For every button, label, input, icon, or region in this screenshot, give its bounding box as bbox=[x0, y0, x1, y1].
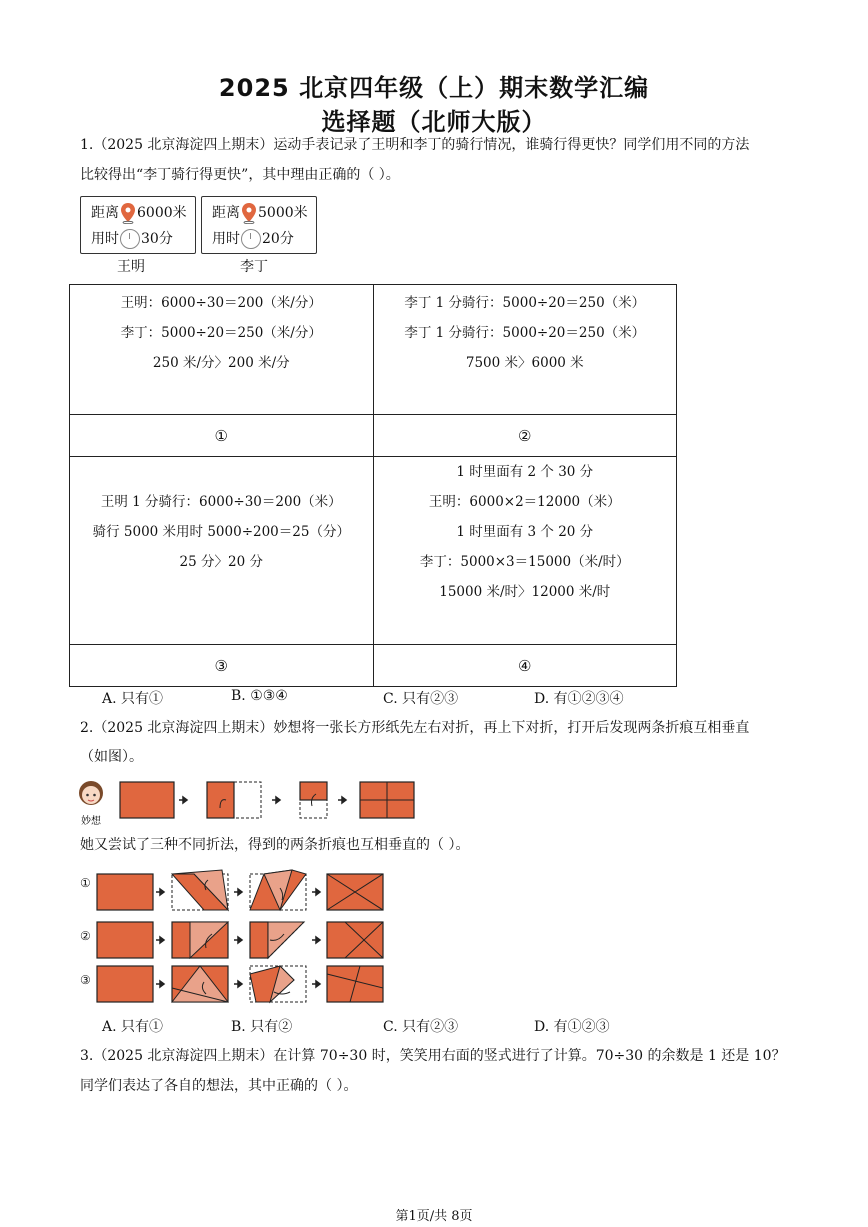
question-2-line-2: （如图）。 bbox=[80, 749, 143, 765]
arrow-icon bbox=[179, 797, 187, 803]
cell-line: 7500 米〉6000 米 bbox=[465, 355, 584, 371]
paper-full bbox=[120, 782, 174, 818]
question-2-options bbox=[0, 1016, 868, 1036]
cell-label-1: ① bbox=[70, 415, 374, 457]
cell-label-2: ② bbox=[373, 415, 676, 457]
page-title: 2025 北京四年级（上）期末数学汇编 bbox=[218, 74, 650, 102]
card-caption-wangming: 王明 bbox=[117, 259, 145, 275]
cell-line: 李丁 1 分骑行：5000÷20＝250（米） bbox=[404, 295, 646, 311]
option-b[interactable]: B. 只有② bbox=[231, 1019, 293, 1035]
watch-card-liding bbox=[201, 196, 317, 254]
paper-quarter bbox=[300, 782, 327, 800]
cell-line: 15000 米/时〉12000 米/时 bbox=[439, 584, 611, 600]
time-label: 用时 bbox=[212, 231, 240, 247]
question-2-line-3: 她又尝试了三种不同折法，得到的两条折痕也互相垂直的（ ）。 bbox=[80, 837, 470, 853]
fold-row-2 bbox=[97, 922, 383, 958]
avatar-miaoxiang bbox=[79, 781, 103, 805]
cell-line: 李丁 1 分骑行：5000÷20＝250（米） bbox=[404, 325, 646, 341]
cell-line: 骑行 5000 米用时 5000÷200＝25（分） bbox=[92, 524, 350, 540]
location-pin-icon bbox=[119, 202, 137, 224]
cell-line: 250 米/分〉200 米/分 bbox=[152, 355, 290, 371]
arrow-icon bbox=[338, 797, 346, 803]
option-a[interactable]: A. 只有① bbox=[102, 691, 164, 707]
arrow-icon bbox=[272, 797, 280, 803]
avatar-label: 妙想 bbox=[81, 816, 101, 827]
cell-line: 王明：6000×2＝12000（米） bbox=[428, 494, 621, 510]
reasoning-cell-3 bbox=[70, 457, 374, 645]
page-footer: 第1页/共 8页 bbox=[395, 1209, 473, 1224]
option-b[interactable]: B. ①③④ bbox=[231, 688, 288, 704]
cell-line: 1 时里面有 2 个 30 分 bbox=[456, 464, 594, 480]
cell-line: 25 分〉20 分 bbox=[179, 554, 263, 570]
fold-methods-diagram bbox=[94, 868, 394, 1006]
option-c[interactable]: C. 只有②③ bbox=[383, 691, 459, 707]
option-d[interactable]: D. 有①②③④ bbox=[534, 691, 624, 707]
question-3-line-1: 3.（2025 北京海淀四上期末）在计算 70÷30 时，笑笑用右面的竖式进行了计算。70÷30 的余数是 1 还是 10？ bbox=[80, 1048, 786, 1064]
cell-line: 李丁：5000÷20＝250（米/分） bbox=[120, 325, 322, 341]
time-value: 20分 bbox=[262, 231, 294, 247]
clock-icon bbox=[120, 229, 140, 249]
row-label-2: ② bbox=[80, 929, 91, 943]
option-c[interactable]: C. 只有②③ bbox=[383, 1019, 459, 1035]
reasoning-table bbox=[69, 284, 677, 687]
paper-half-outline bbox=[234, 782, 261, 818]
paper-quarter-outline bbox=[300, 800, 327, 818]
watch-card-wangming bbox=[80, 196, 196, 254]
question-1-options bbox=[0, 688, 868, 708]
question-3-line-2: 同学们表达了各自的想法，其中正确的（ ）。 bbox=[80, 1078, 358, 1094]
reasoning-cell-1 bbox=[70, 285, 374, 415]
time-value: 30分 bbox=[141, 231, 173, 247]
clock-icon bbox=[241, 229, 261, 249]
cell-line: 王明：6000÷30＝200（米/分） bbox=[120, 295, 322, 311]
question-1-line-2: 比较得出“李丁骑行得更快”，其中理由正确的（ ）。 bbox=[80, 167, 400, 183]
reasoning-cell-2 bbox=[373, 285, 676, 415]
miaoxiang-folding-diagram bbox=[74, 776, 424, 826]
card-caption-liding: 李丁 bbox=[240, 259, 268, 275]
reasoning-cell-4 bbox=[373, 457, 676, 645]
question-1-line-1: 1.（2025 北京海淀四上期末）运动手表记录了王明和李丁的骑行情况，谁骑行得更快？同学们用不同的方法 bbox=[80, 137, 750, 153]
fold-row-3 bbox=[97, 966, 383, 1002]
cell-label-3: ③ bbox=[70, 645, 374, 687]
distance-value: 5000米 bbox=[258, 205, 308, 221]
cell-label-4: ④ bbox=[373, 645, 676, 687]
distance-label: 距离 bbox=[91, 205, 119, 221]
fold-row-1 bbox=[97, 870, 383, 910]
distance-value: 6000米 bbox=[137, 205, 187, 221]
row-label-3: ③ bbox=[80, 973, 91, 987]
distance-label: 距离 bbox=[212, 205, 240, 221]
question-2-line-1: 2.（2025 北京海淀四上期末）妙想将一张长方形纸先左右对折，再上下对折，打开后发现两条折痕互相垂直 bbox=[80, 720, 750, 736]
time-label: 用时 bbox=[91, 231, 119, 247]
row-label-1: ① bbox=[80, 876, 91, 890]
paper-half bbox=[207, 782, 234, 818]
option-d[interactable]: D. 有①②③ bbox=[534, 1019, 610, 1035]
cell-line: 1 时里面有 3 个 20 分 bbox=[456, 524, 594, 540]
page-subtitle: 选择题（北师大版） bbox=[321, 108, 547, 136]
cell-line: 李丁：5000×3＝15000（米/时） bbox=[419, 554, 630, 570]
location-pin-icon bbox=[240, 202, 258, 224]
option-a[interactable]: A. 只有① bbox=[102, 1019, 164, 1035]
cell-line: 王明 1 分骑行：6000÷30＝200（米） bbox=[100, 494, 342, 510]
